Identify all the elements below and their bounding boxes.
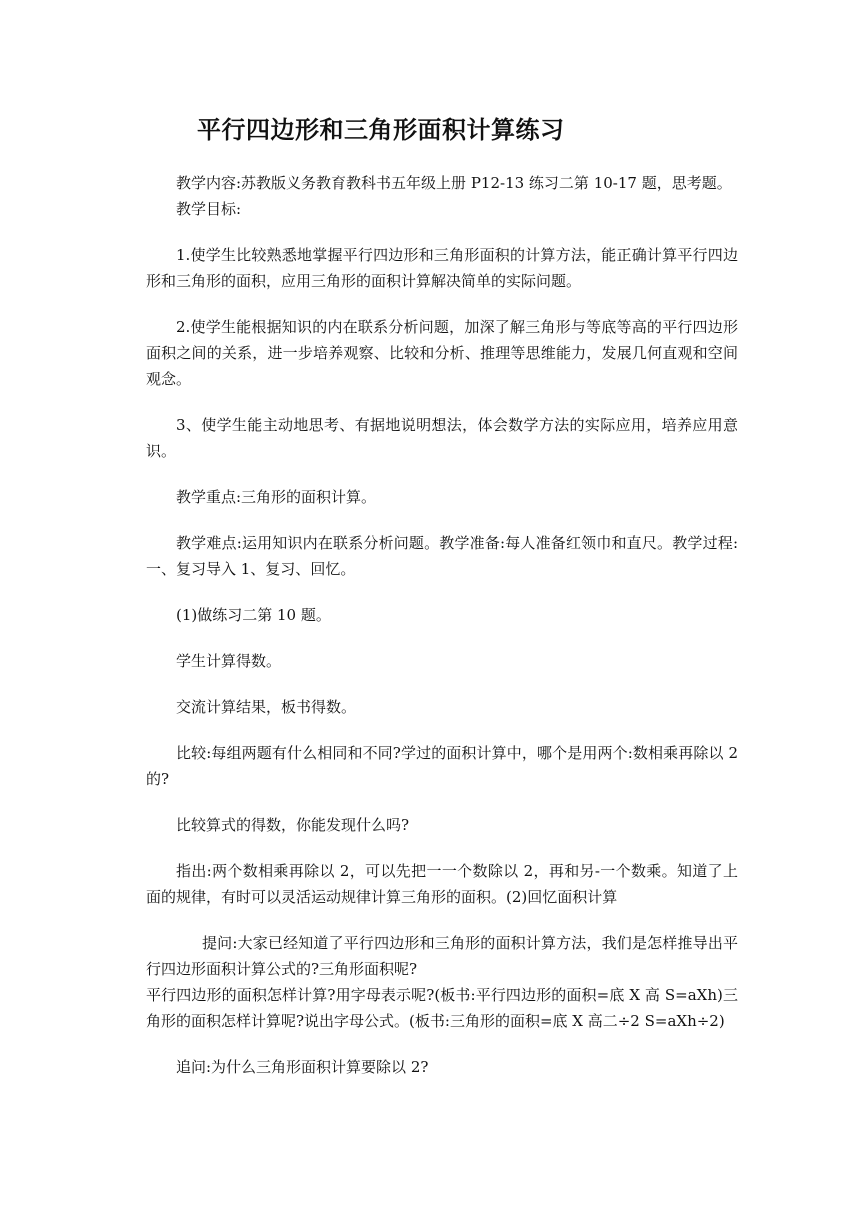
paragraph-teaching-goals-heading: 教学目标: [176, 200, 242, 218]
paragraph-point-out: 指出:两个数相乘再除以 2，可以先把一一个数除以 2，再和另-一个数乘。知道了上面的规律，有时可以灵活运动规律计算三角形的面积。(2)回忆面积计算 [146, 862, 738, 906]
paragraph-goal-1: 1.使学生比较熟悉地掌握平行四边形和三角形面积的计算方法，能正确计算平行四边形和三角形的面积，应用三角形的面积计算解决简单的实际问题。 [146, 246, 738, 290]
paragraph-compare: 比较:每组两题有什么相同和不同?学过的面积计算中，哪个是用两个:数相乘再除以 2 的? [146, 744, 738, 788]
paragraph-difficulty: 教学难点:运用知识内在联系分析问题。教学准备:每人准备红领巾和直尺。教学过程:一、复习导入 1、复习、回忆。 [146, 534, 738, 578]
paragraph-exercise-10: (1)做练习二第 10 题。 [176, 606, 331, 624]
paragraph-goal-2: 2.使学生能根据知识的内在联系分析问题，加深了解三角形与等底等高的平行四边形面积之间的关系，进一步培养观察、比较和分析、推理等思维能力，发展几何直观和空间观念。 [146, 318, 738, 388]
paragraph-goal-3: 3、使学生能主动地思考、有据地说明想法，体会数学方法的实际应用，培养应用意识。 [146, 416, 738, 460]
paragraph-teaching-content: 教学内容:苏教版义务教育教科书五年级上册 P12-13 练习二第 10-17 题，思考题。 [176, 174, 732, 192]
paragraph-student-calc: 学生计算得数。 [176, 652, 282, 670]
paragraph-share-results: 交流计算结果，板书得数。 [176, 698, 357, 716]
document-title: 平行四边形和三角形面积计算练习 [197, 115, 565, 144]
paragraph-question: 提问:大家已经知道了平行四边形和三角形的面积计算方法，我们是怎样推导出平行四边形面积计算公式的?三角形面积呢? [146, 934, 738, 978]
document-body [146, 170, 738, 1080]
paragraph-follow-up: 追问:为什么三角形面积计算要除以 2? [176, 1058, 429, 1076]
paragraph-compare-results: 比较算式的得数，你能发现什么吗? [176, 816, 410, 834]
paragraph-key-point: 教学重点:三角形的面积计算。 [176, 488, 377, 506]
paragraph-formulas: 平行四边形的面积怎样计算?用字母表示呢?(板书:平行四边形的面积=底 X 高 S=aXh)三角形的面积怎样计算呢?说出字母公式。(板书:三角形的面积=底 X 高二÷2 S=aXh÷2) [146, 986, 738, 1030]
